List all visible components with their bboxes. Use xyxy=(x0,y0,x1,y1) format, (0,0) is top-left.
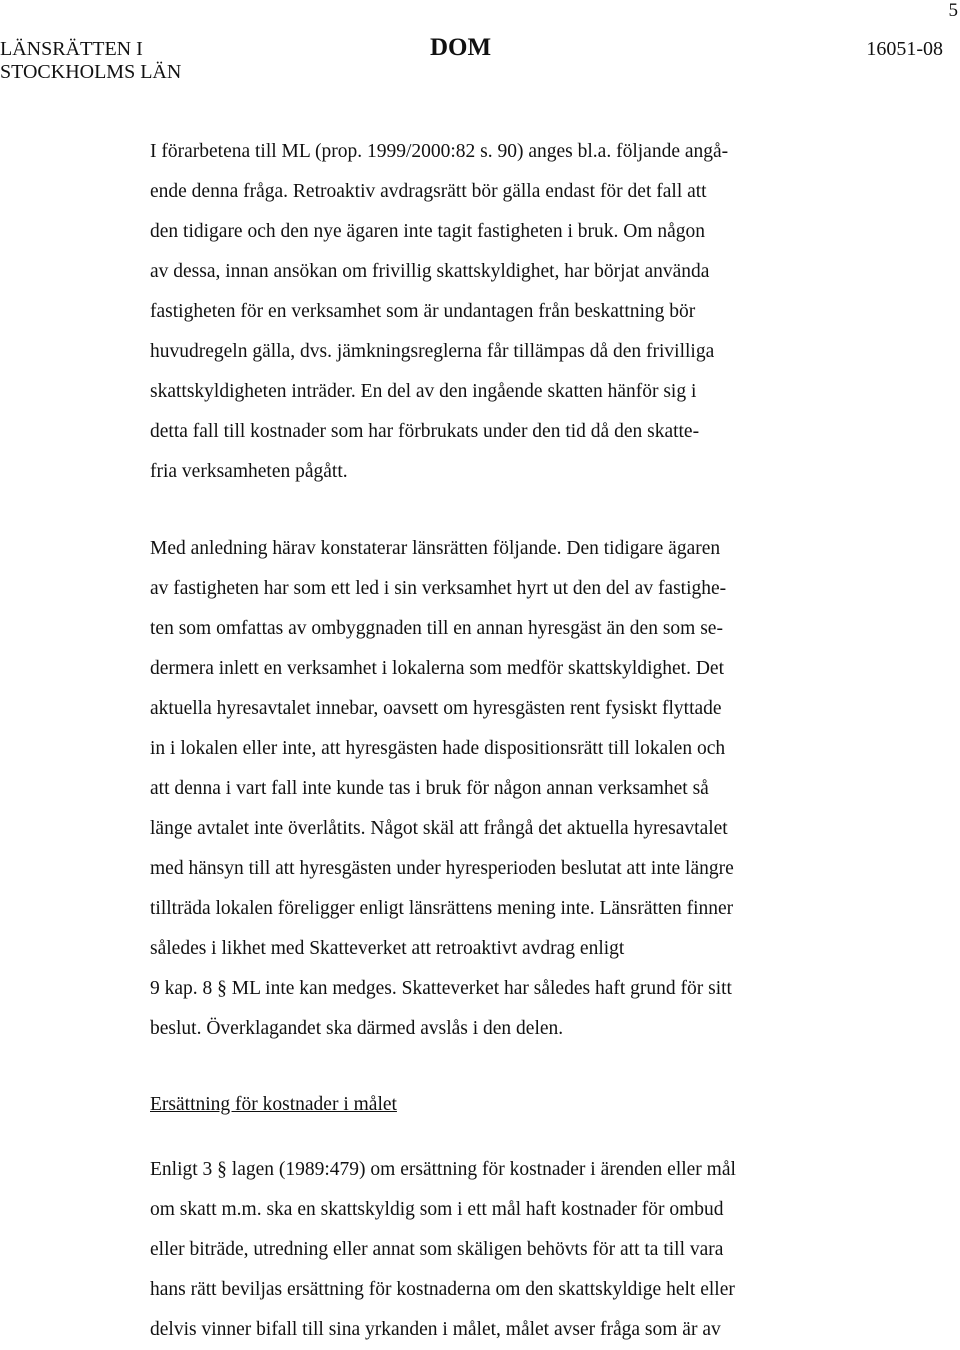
page-number: 5 xyxy=(948,0,958,21)
text-line: huvudregeln gälla, dvs. jämkningsreglerna får tillämpas då den frivilliga xyxy=(150,341,715,362)
text-line: 9 kap. 8 § ML inte kan medges. Skatteverket har således haft grund för sitt xyxy=(150,978,732,999)
paragraph-court-conclusion xyxy=(150,529,850,1049)
text-line: fastigheten för en verksamhet som är undantagen från beskattning bör xyxy=(150,301,696,322)
paragraph-preparatory-works xyxy=(150,132,850,492)
text-line: in i lokalen eller inte, att hyresgästen hade dispositionsrätt till lokalen och xyxy=(150,738,726,759)
text-line: av fastigheten har som ett led i sin verksamhet hyrt ut den del av fastighe- xyxy=(150,578,727,599)
text-line: om skatt m.m. ska en skattskyldig som i ett mål haft kostnader för ombud xyxy=(150,1199,724,1220)
text-line: Enligt 3 § lagen (1989:479) om ersättning för kostnader i ärenden eller mål xyxy=(150,1159,736,1180)
document-type: DOM xyxy=(430,34,492,61)
court-name-line-2: STOCKHOLMS LÄN xyxy=(0,61,182,83)
text-line: eller biträde, utredning eller annat som skäligen behövts för att ta till vara xyxy=(150,1239,724,1260)
text-line: hans rätt beviljas ersättning för kostnaderna om den skattskyldige helt eller xyxy=(150,1279,735,1300)
text-line: I förarbetena till ML (prop. 1999/2000:82 s. 90) anges bl.a. följande angå- xyxy=(150,141,729,162)
text-line: delvis vinner bifall till sina yrkanden i målet, målet avser fråga som är av xyxy=(150,1319,721,1340)
text-line: med hänsyn till att hyresgästen under hyresperioden beslutat att inte längre xyxy=(150,858,734,879)
text-line: ten som omfattas av ombyggnaden till en annan hyresgäst än den som se- xyxy=(150,618,723,639)
text-line: ende denna fråga. Retroaktiv avdragsrätt bör gälla endast för det fall att xyxy=(150,181,707,202)
text-line: den tidigare och den nye ägaren inte tagit fastigheten i bruk. Om någon xyxy=(150,221,706,242)
text-line: dermera inlett en verksamhet i lokalerna som medför skattskyldighet. Det xyxy=(150,658,724,679)
text-line: beslut. Överklagandet ska därmed avslås i den delen. xyxy=(150,1018,564,1039)
case-number: 16051-08 xyxy=(866,38,943,60)
text-line: av dessa, innan ansökan om frivillig skattskyldighet, har börjat använda xyxy=(150,261,710,282)
text-line: aktuella hyresavtalet innebar, oavsett om hyresgästen rent fysiskt flyttade xyxy=(150,698,722,719)
text-line: således i likhet med Skatteverket att retroaktivt avdrag enligt xyxy=(150,938,625,959)
paragraph-compensation xyxy=(150,1150,850,1350)
text-line: Med anledning härav konstaterar länsrätten följande. Den tidigare ägaren xyxy=(150,538,721,559)
court-name-line-1: LÄNSRÄTTEN I xyxy=(0,38,143,60)
court-name xyxy=(0,38,181,84)
section-heading: Ersättning för kostnader i målet xyxy=(150,1094,397,1115)
text-line: skattskyldigheten inträder. En del av den ingående skatten hänför sig i xyxy=(150,381,697,402)
text-line: fria verksamheten pågått. xyxy=(150,461,348,482)
text-line: detta fall till kostnader som har förbrukats under den tid då den skatte- xyxy=(150,421,700,442)
text-line: tillträda lokalen föreligger enligt länsrättens mening inte. Länsrätten finner xyxy=(150,898,734,919)
text-line: att denna i vart fall inte kunde tas i bruk för någon annan verksamhet så xyxy=(150,778,709,799)
text-line: länge avtalet inte överlåtits. Något skäl att frångå det aktuella hyresavtalet xyxy=(150,818,728,839)
